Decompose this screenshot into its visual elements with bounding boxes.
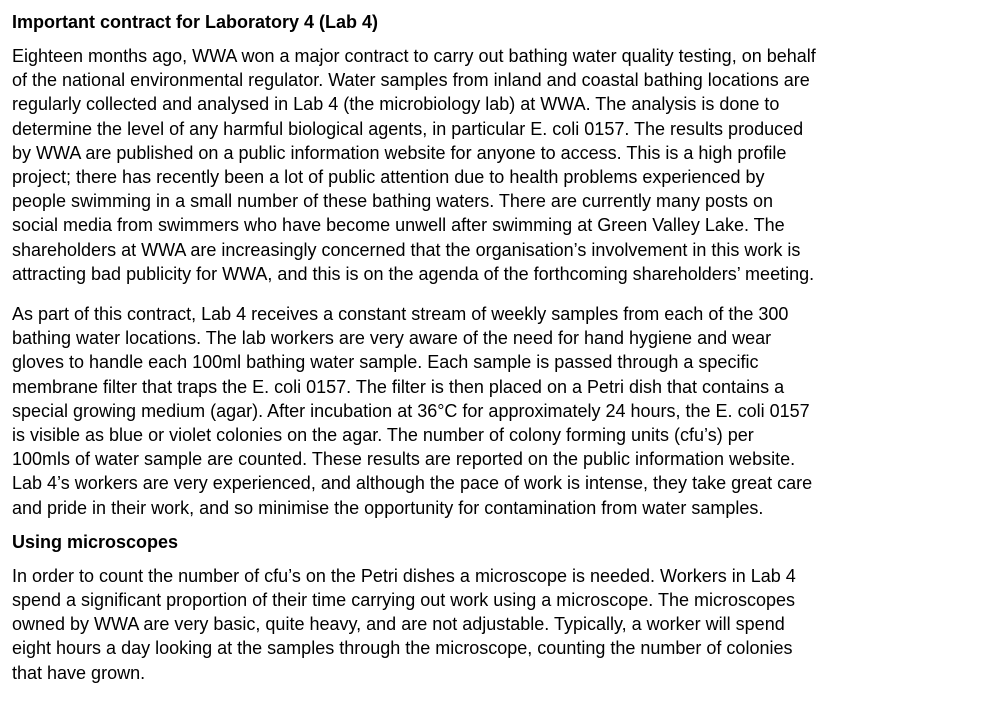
text-line: shareholders at WWA are increasingly concerned that the organisation’s involvement in this work is — [12, 239, 801, 260]
text-line: Lab 4’s workers are very experienced, and although the pace of work is intense, they take great care — [12, 473, 813, 494]
text-line: eight hours a day looking at the samples through the microscope, counting the number of colonies — [12, 638, 793, 659]
text-line: by WWA are published on a public information website for anyone to access. This is a high profile — [12, 142, 787, 163]
paragraph-spacer — [12, 286, 977, 302]
text-line: membrane filter that traps the E. coli 0157. The filter is then placed on a Petri dish that contains a — [12, 376, 785, 397]
text-line: and pride in their work, and so minimise the opportunity for contamination from water samples. — [12, 497, 764, 518]
text-line: attracting bad publicity for WWA, and this is on the agenda of the forthcoming shareholders’ meeting. — [12, 263, 815, 284]
text-line: gloves to handle each 100ml bathing water sample. Each sample is passed through a specific — [12, 352, 759, 373]
text-line: of the national environmental regulator. Water samples from inland and coastal bathing locations are — [12, 70, 810, 91]
text-line: special growing medium (agar). After incubation at 36°C for approximately 24 hours, the E. coli 0157 — [12, 400, 810, 421]
text-line: that have grown. — [12, 662, 146, 683]
text-line: 100mls of water sample are counted. These results are reported on the public information website. — [12, 449, 796, 470]
text-line: is visible as blue or violet colonies on the agar. The number of colony forming units (cfu’s) per — [12, 425, 754, 446]
text-line: spend a significant proportion of their time carrying out work using a microscope. The microscopes — [12, 590, 796, 611]
text-line: regularly collected and analysed in Lab 4 (the microbiology lab) at WWA. The analysis is done to — [12, 94, 780, 115]
text-line: As part of this contract, Lab 4 receives a constant stream of weekly samples from each of the 300 — [12, 304, 789, 325]
text-line: determine the level of any harmful biological agents, in particular E. coli 0157. The results produced — [12, 118, 804, 139]
paragraph-microscopes — [12, 564, 977, 685]
text-line: owned by WWA are very basic, quite heavy, and are not adjustable. Typically, a worker will spend — [12, 614, 785, 635]
text-line: bathing water locations. The lab workers are very aware of the need for hand hygiene and wear — [12, 328, 772, 349]
text-line: people swimming in a small number of these bathing waters. There are currently many posts on — [12, 191, 774, 212]
section-heading-lab4-contract: Important contract for Laboratory 4 (Lab 4) — [12, 12, 379, 32]
section-spacer — [12, 520, 977, 530]
text-line: Eighteen months ago, WWA won a major contract to carry out bathing water quality testing, on behalf — [12, 46, 816, 66]
text-line: social media from swimmers who have become unwell after swimming at Green Valley Lake. The — [12, 215, 785, 236]
paragraph-contract-overview — [12, 44, 977, 286]
text-line: In order to count the number of cfu’s on the Petri dishes a microscope is needed. Workers in Lab 4 — [12, 565, 796, 586]
paragraph-sample-process — [12, 302, 977, 520]
section-heading-microscopes: Using microscopes — [12, 531, 179, 552]
text-line: project; there has recently been a lot of public attention due to health problems experienced by — [12, 167, 765, 188]
